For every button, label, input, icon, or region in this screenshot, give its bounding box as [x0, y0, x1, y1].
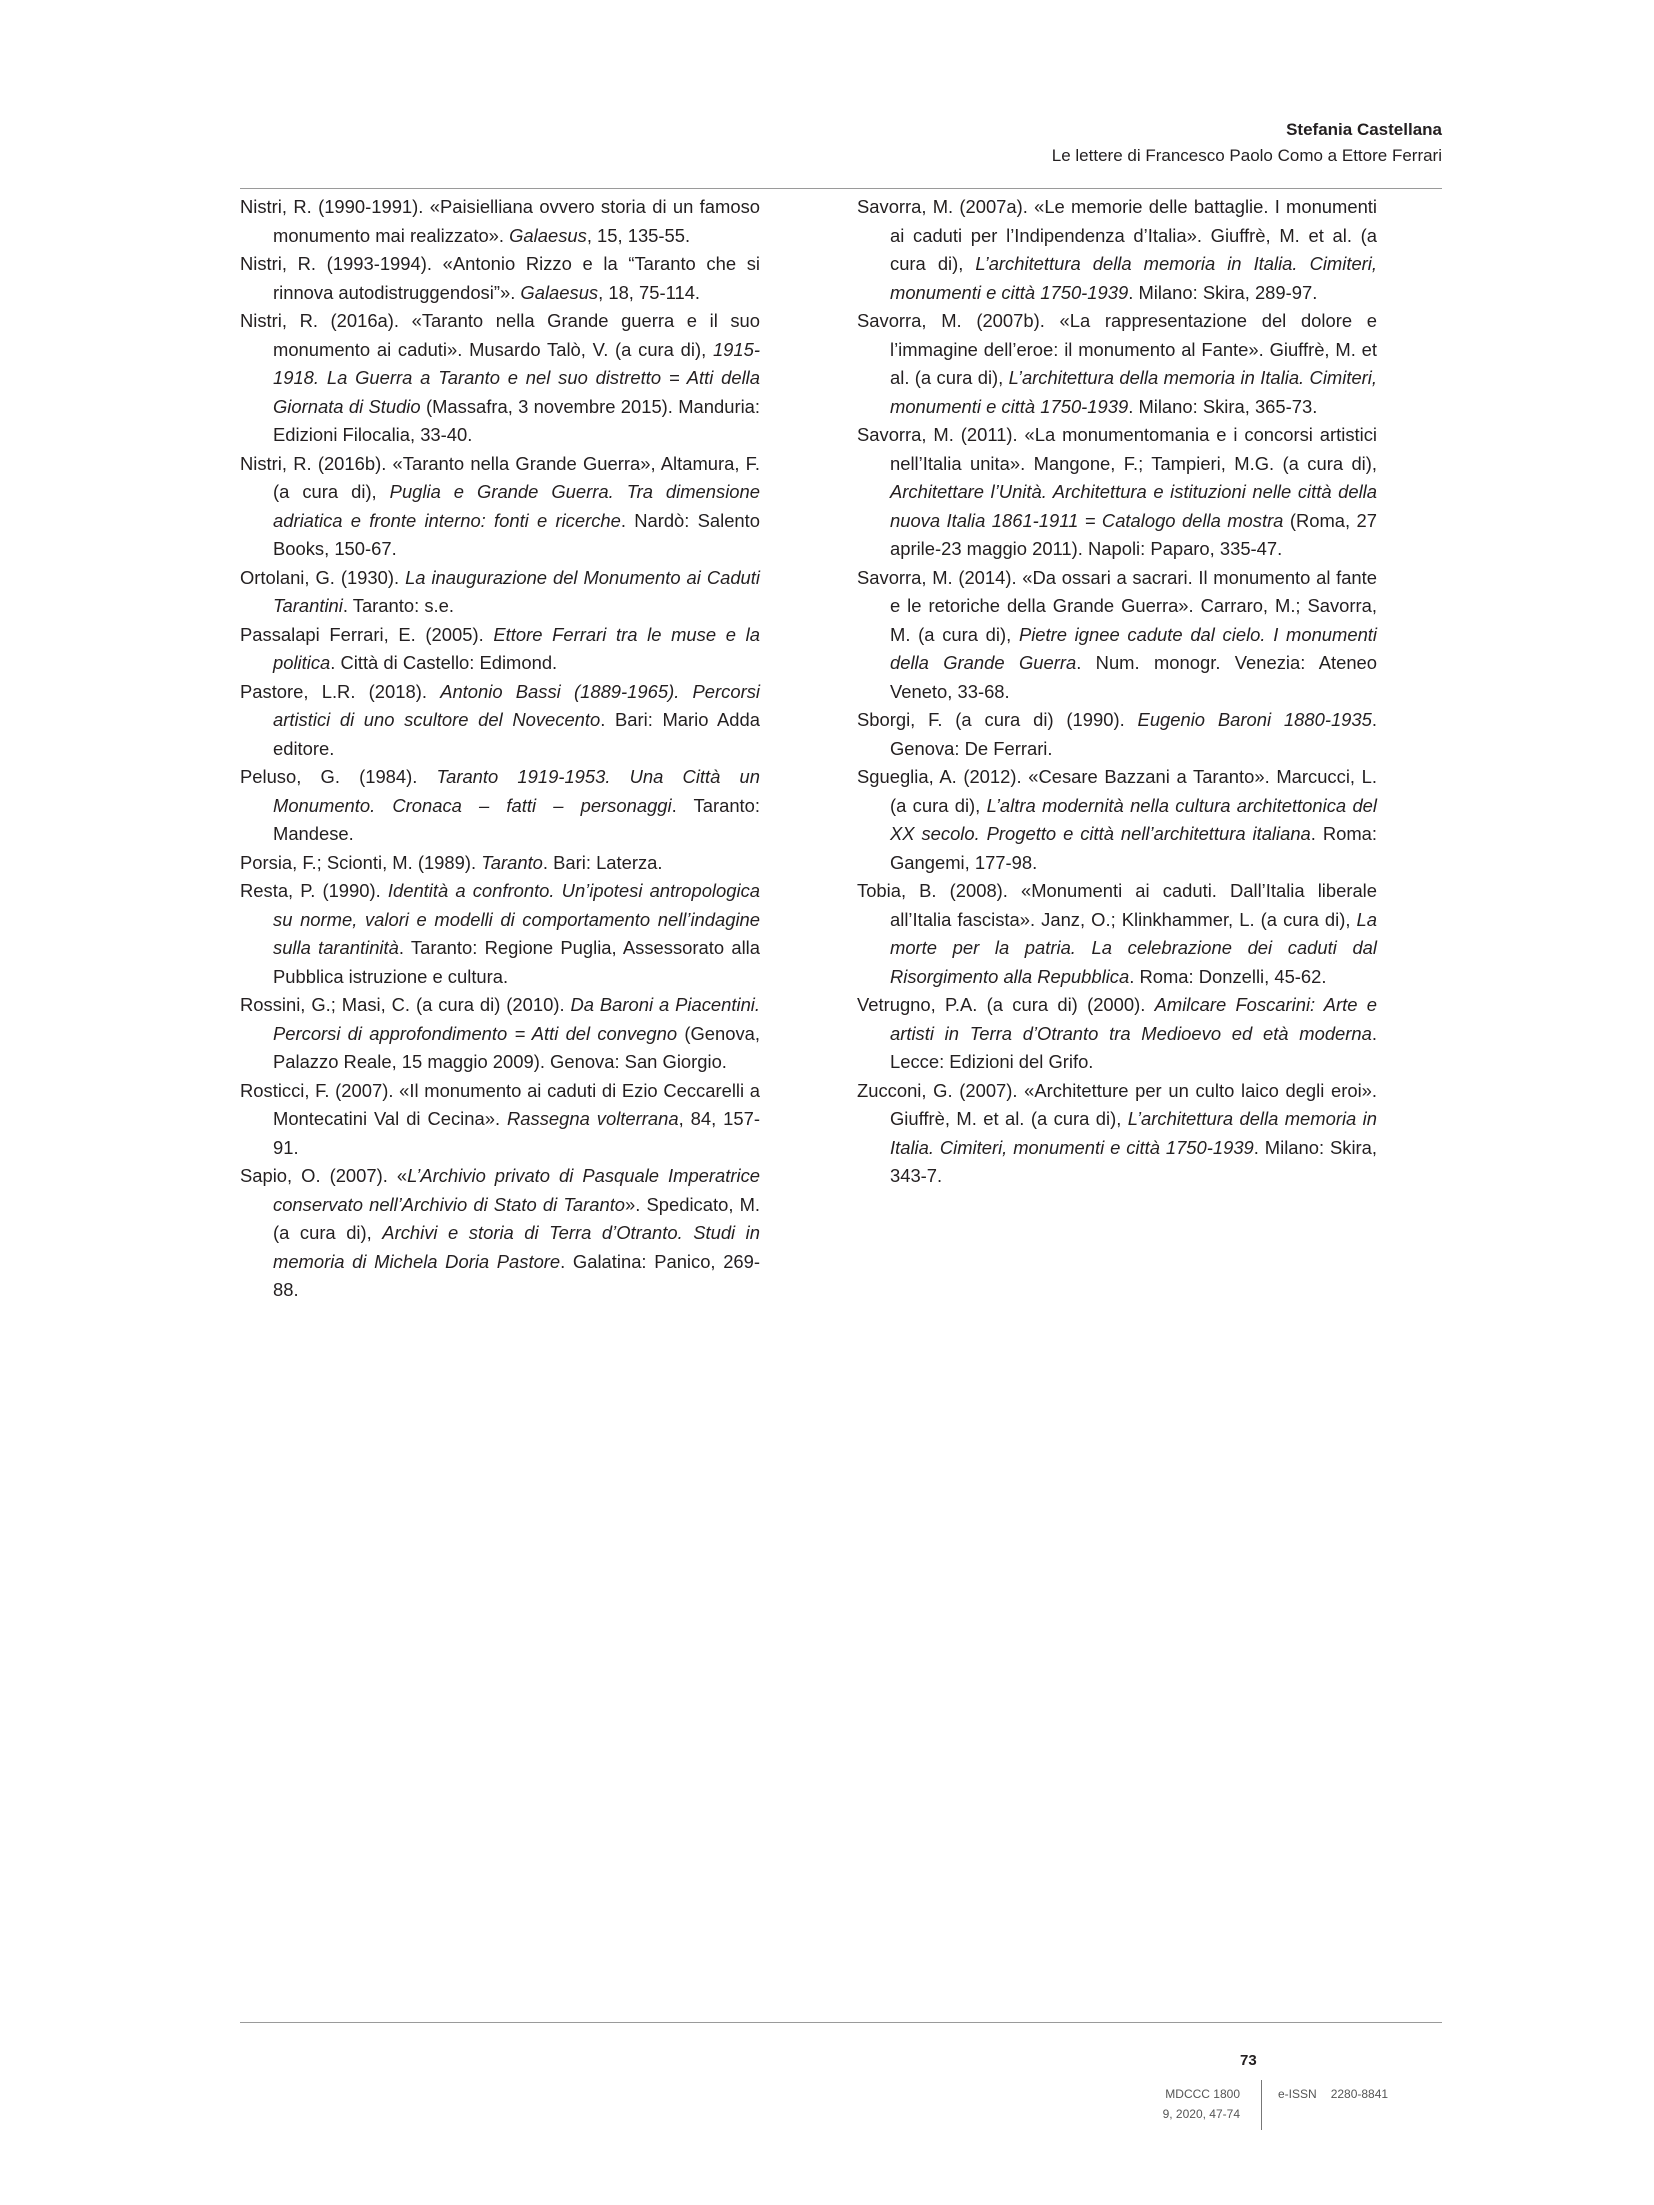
entry-text: . Milano: Skira, 289-97.: [1128, 281, 1318, 303]
entry-text: Pastore, L.R. (2018).: [240, 680, 441, 702]
entry-italic-text: L’altra modernità nella cultura architettonica del XX secolo. Progetto e città nell’architettura italiana: [890, 794, 1377, 844]
entry-text: . Taranto: Regione Puglia, Assessorato alla Pubblica istruzione e cultura.: [273, 937, 760, 987]
entry-text: . Taranto: Mandese.: [273, 794, 760, 844]
journal-info: [1163, 2084, 1240, 2124]
entry-text: Savorra, M. (2014). «Da ossari a sacrari. Il monumento al fante e le retoriche della Grande Guerra». Carraro, M.; Savorra, M. (a cura di),: [857, 566, 1377, 645]
entry-text: . Roma: Donzelli, 45-62.: [1129, 965, 1327, 987]
entry-italic-text: L’architettura della memoria in Italia. Cimiteri, monumenti e città 1750-1939: [890, 253, 1377, 303]
entry-italic-text: Architettare l’Unità. Architettura e istituzioni nelle città della nuova Italia 1861-1911 = Catalogo della mostra: [890, 481, 1377, 531]
entry-text: Porsia, F.; Scionti, M. (1989).: [240, 851, 482, 873]
entry-italic-text: Antonio Bassi (1889-1965). Percorsi artistici di uno scultore del Novecento: [273, 680, 760, 730]
issn-number: 2280-8841: [1330, 2087, 1389, 2101]
entry-text: Nistri, R. (1993-1994). «Antonio Rizzo e la “Taranto che si rinnova autodistruggendosi”».: [240, 253, 760, 303]
bibliography-entry: [240, 307, 760, 450]
journal-name: MDCCC 1800: [1165, 2087, 1240, 2101]
entry-text: . Nardò: Salento Books, 150-67.: [273, 509, 760, 559]
entry-text: (Massafra, 3 novembre 2015). Manduria: Edizioni Filocalia, 33-40.: [273, 395, 761, 445]
entry-text: Nistri, R. (1990-1991). «Paisielliana ovvero storia di un famoso monumento mai realizzato».: [240, 196, 760, 246]
entry-italic-text: L’architettura della memoria in Italia. Cimiteri, monumenti e città 1750-1939: [890, 367, 1377, 417]
bibliography-entry: [240, 877, 760, 991]
bibliography-entry: [857, 706, 1377, 763]
entry-text: Nistri, R. (2016b). «Taranto nella Grande Guerra», Altamura, F. (a cura di),: [240, 452, 760, 502]
entry-text: . Bari: Laterza.: [542, 851, 663, 873]
entry-italic-text: Identità a confronto. Un’ipotesi antropologica su norme, valori e modelli di comportamento nell’indagine sulla tarantinità: [273, 880, 760, 958]
bibliography-entry: [240, 1077, 760, 1163]
entry-text: Zucconi, G. (2007). «Architetture per un culto laico degli eroi». Giuffrè, M. et al. (a cura di),: [857, 1079, 1377, 1129]
bibliography-entry: [240, 991, 760, 1077]
entry-text: , 84, 157-91.: [273, 1108, 760, 1158]
footer-rule: [240, 2022, 1442, 2023]
entry-text: Sborgi, F. (a cura di) (1990).: [857, 709, 1138, 730]
entry-text: Sapio, O. (2007). «: [240, 1165, 408, 1186]
entry-text: (Roma, 27 aprile-23 maggio 2011). Napoli: Paparo, 335-47.: [890, 509, 1377, 559]
bibliography-entry: [857, 763, 1377, 877]
bibliography-entry: [240, 1162, 760, 1305]
entry-text: Nistri, R. (2016a). «Taranto nella Grande guerra e il suo monumento ai caduti». Musardo Talò, V. (a cura di),: [240, 310, 760, 360]
running-header: [1052, 118, 1442, 170]
bibliography-entry: [240, 250, 760, 307]
entry-text: (Genova, Palazzo Reale, 15 maggio 2009). Genova: San Giorgio.: [273, 1022, 760, 1072]
entry-text: Rossini, G.; Masi, C. (a cura di) (2010).: [240, 994, 571, 1015]
entry-text: . Città di Castello: Edimond.: [330, 652, 558, 673]
entry-text: . Genova: De Ferrari.: [890, 709, 1377, 759]
entry-italic-text: Rassegna volterrana: [507, 1108, 679, 1129]
entry-text: . Roma: Gangemi, 177-98.: [890, 823, 1377, 873]
bibliography-entry: [240, 193, 760, 250]
page-number: 73: [1240, 2052, 1257, 2069]
entry-text: . Milano: Skira, 343-7.: [890, 1136, 1378, 1186]
bibliography-entry: [857, 307, 1377, 421]
entry-italic-text: L’architettura della memoria in Italia. Cimiteri, monumenti e città 1750-1939: [890, 1108, 1377, 1158]
running-header-author: Stefania Castellana: [1286, 120, 1442, 139]
entry-italic-text: Eugenio Baroni 1880-1935: [1137, 709, 1372, 730]
entry-text: Rosticci, F. (2007). «Il monumento ai caduti di Ezio Ceccarelli a Montecatini Val di Cecina».: [240, 1079, 760, 1129]
bibliography-entry: [240, 763, 760, 849]
entry-text: , 15, 135-55.: [586, 224, 691, 246]
entry-italic-text: L’Archivio privato di Pasquale Imperatrice conservato nell’Archivio di Stato di Taranto: [273, 1165, 761, 1215]
entry-italic-text: Amilcare Foscarini: Arte e artisti in Terra d’Otranto tra Medioevo ed età moderna: [890, 994, 1377, 1044]
issn-label: e-ISSN: [1278, 2087, 1317, 2101]
entry-text: Savorra, M. (2007b). «La rappresentazione del dolore e l’immagine dell’eroe: il monumento al Fante». Giuffrè, M. et al. (a cura di),: [857, 310, 1377, 388]
footer-separator: [1261, 2080, 1262, 2130]
entry-italic-text: Puglia e Grande Guerra. Tra dimensione adriatica e fronte interno: fonti e ricerche: [273, 481, 760, 531]
entry-italic-text: Archivi e storia di Terra d’Otranto. Studi in memoria di Michela Doria Pastore: [273, 1222, 760, 1272]
entry-italic-text: La inaugurazione del Monumento ai Caduti Tarantini: [273, 566, 760, 616]
bibliography-entry: [240, 849, 760, 878]
entry-text: Savorra, M. (2007a). «Le memorie delle battaglie. I monumenti ai caduti per l’Indipendenza d’Italia». Giuffrè, M. et al. (a cura di),: [857, 196, 1377, 274]
bibliography-entry: [857, 421, 1377, 564]
entry-text: . Taranto: s.e.: [342, 595, 454, 616]
bibliography-entry: [857, 877, 1377, 991]
entry-italic-text: 1915-1918. La Guerra a Taranto e nel suo distretto = Atti della Giornata di Studio: [273, 338, 760, 417]
entry-text: Vetrugno, P.A. (a cura di) (2000).: [857, 994, 1155, 1015]
entry-text: ». Spedicato, M. (a cura di),: [273, 1193, 760, 1243]
entry-italic-text: Da Baroni a Piacentini. Percorsi di approfondimento = Atti del convegno: [273, 994, 760, 1044]
bibliography-entry: [240, 564, 760, 621]
entry-text: , 18, 75-114.: [598, 281, 701, 303]
entry-text: . Lecce: Edizioni del Grifo.: [890, 1022, 1377, 1072]
entry-italic-text: Ettore Ferrari tra le muse e la politica: [273, 623, 760, 673]
entry-text: Passalapi Ferrari, E. (2005).: [240, 623, 494, 645]
bibliography-entry: [857, 991, 1377, 1077]
bibliography-entry: [240, 450, 760, 564]
bibliography-entry: [857, 1077, 1377, 1191]
entry-italic-text: La morte per la patria. La celebrazione dei caduti dal Risorgimento alla Repubblica: [890, 908, 1377, 987]
issn-info: [1278, 2084, 1388, 2104]
bibliography-column-right: [857, 193, 1377, 1191]
entry-italic-text: Taranto 1919-1953. Una Città un Monumento. Cronaca – fatti – personaggi: [273, 766, 760, 816]
bibliography-entry: [240, 678, 760, 764]
bibliography-entry: [857, 193, 1377, 307]
bibliography-entry: [240, 621, 760, 678]
bibliography-entry: [857, 564, 1377, 707]
entry-italic-text: Galaesus: [520, 281, 599, 303]
entry-text: . Bari: Mario Adda editore.: [273, 709, 760, 759]
entry-italic-text: Taranto: [481, 851, 543, 873]
entry-text: Tobia, B. (2008). «Monumenti ai caduti. Dall’Italia liberale all’Italia fascista». Janz, O.; Klinkhammer, L. (a cura di),: [857, 880, 1377, 930]
journal-issue: 9, 2020, 47-74: [1162, 2107, 1240, 2121]
entry-text: Savorra, M. (2011). «La monumentomania e i concorsi artistici nell’Italia unita». Mangone, F.; Tampieri, M.G. (a cura di),: [857, 424, 1377, 474]
entry-text: . Galatina: Panico, 269-88.: [273, 1250, 761, 1300]
entry-italic-text: Pietre ignee cadute dal cielo. I monumenti della Grande Guerra: [890, 623, 1377, 673]
entry-text: . Milano: Skira, 365-73.: [1128, 395, 1318, 417]
entry-italic-text: Galaesus: [509, 224, 587, 246]
entry-text: Ortolani, G. (1930).: [240, 566, 406, 588]
entry-text: Sgueglia, A. (2012). «Cesare Bazzani a Taranto». Marcucci, L. (a cura di),: [857, 766, 1377, 816]
running-header-title: Le lettere di Francesco Paolo Como a Ettore Ferrari: [1051, 146, 1442, 165]
header-rule: [240, 188, 1442, 189]
entry-text: Peluso, G. (1984).: [240, 766, 437, 787]
entry-text: Resta, P. (1990).: [240, 880, 388, 901]
bibliography-column-left: [240, 193, 760, 1305]
entry-text: . Num. monogr. Venezia: Ateneo Veneto, 33-68.: [890, 652, 1378, 702]
